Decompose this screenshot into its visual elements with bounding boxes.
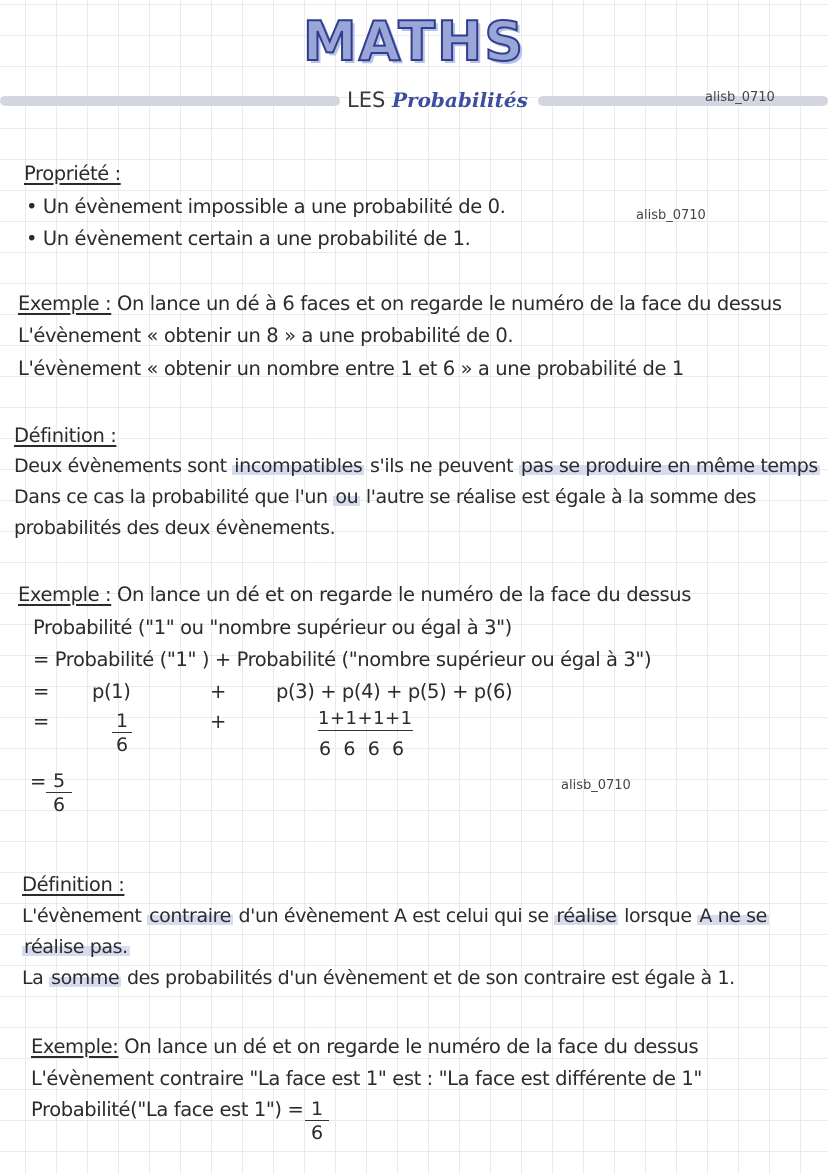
exemple3-label: Exemple: [31,1035,119,1058]
page-subtitle [347,88,528,112]
exemple2-frac-one-sixth: $\frac{1}{6}$ [112,710,132,757]
definition1-label: Définition : [14,424,117,447]
definition2-line-2 [22,936,130,958]
header-left-bar [0,96,340,106]
highlight-ou: ou [335,486,359,508]
exemple1-line-2: L'évènement « obtenir un 8 » a une probabilité de 0. [18,324,514,347]
definition2-label: Définition : [22,873,125,896]
exemple1-line-3: L'évènement « obtenir un nombre entre 1 et 6 » a une probabilité de 1 [18,357,684,380]
propriete-bullet-1: • Un évènement impossible a une probabilité de 0. [26,195,506,218]
highlight-realise: réalise [556,905,617,927]
exemple2-result-frac: $\frac{5}{6}$ [46,770,72,817]
definition1-line-2: Dans ce cas la probabilité que l'un ou l'autre se réalise est égale à la somme des [14,486,756,508]
exemple2-eq-2: = [33,710,49,733]
exemple2-label: Exemple : [18,583,112,606]
exemple2-result-eq: = [30,770,46,793]
exemple2-eq-1: = [33,680,49,703]
exemple2-psum: p(3) + p(4) + p(5) + p(6) [276,680,513,703]
highlight-realise-pas: réalise pas. [24,936,128,958]
page-title: MATHS [302,10,526,73]
exemple3-line-2: L'évènement contraire "La face est 1" est : "La face est différente de 1" [31,1067,702,1090]
exemple2-sum-denominators: 6 6 6 6 [319,738,404,760]
definition1-line-3: probabilités des deux évènements. [14,517,336,539]
subtitle-prefix: LES [347,88,386,112]
propriete-bullet-2: • Un évènement certain a une probabilité de 1. [26,227,471,250]
exemple3-line-1: Exemple: On lance un dé et on regarde le numéro de la face du dessus [31,1035,699,1058]
exemple3-frac: $\frac{1}{6}$ [305,1098,329,1145]
exemple2-line-2: Probabilité ("1" ou "nombre supérieur ou égal à 3") [33,616,512,639]
propriete-label: Propriété : [24,162,121,185]
exemple2-line-1: Exemple : On lance un dé et on regarde le numéro de la face du dessus [18,583,692,606]
header-watermark: alisb_0710 [705,90,775,105]
highlight-incompatibles: incompatibles [234,455,363,477]
exemple2-plus-2: + [210,710,226,733]
exemple2-watermark: alisb_0710 [561,778,631,793]
exemple1-line-1: Exemple : On lance un dé à 6 faces et on regarde le numéro de la face du dessus [18,292,782,315]
propriete-watermark: alisb_0710 [636,208,706,223]
exemple2-line-3: = Probabilité ("1" ) + Probabilité ("nombre supérieur ou égal à 3") [33,648,652,671]
definition2-line-1: L'évènement contraire d'un évènement A est celui qui se réalise lorsque A ne se [22,905,767,927]
exemple2-sum-numerators: 1+1+1+1 [318,708,413,729]
highlight-somme: somme [51,967,120,989]
highlight-a-ne-se: A ne se [699,905,767,927]
highlight-meme-temps: pas se produire en même temps [520,455,818,477]
definition1-line-1: Deux évènements sont incompatibles s'ils ne peuvent pas se produire en même temps [14,455,818,477]
exemple2-plus-1: + [210,680,226,703]
subtitle-word: Probabilités [392,88,528,112]
exemple3-line-3: Probabilité("La face est 1") = [31,1098,304,1121]
exemple1-label: Exemple : [18,292,112,315]
exemple2-p1: p(1) [92,680,131,703]
definition2-line-3: La somme des probabilités d'un évènement et de son contraire est égale à 1. [22,967,735,989]
header-right-bar [538,96,828,106]
highlight-contraire: contraire [149,905,231,927]
